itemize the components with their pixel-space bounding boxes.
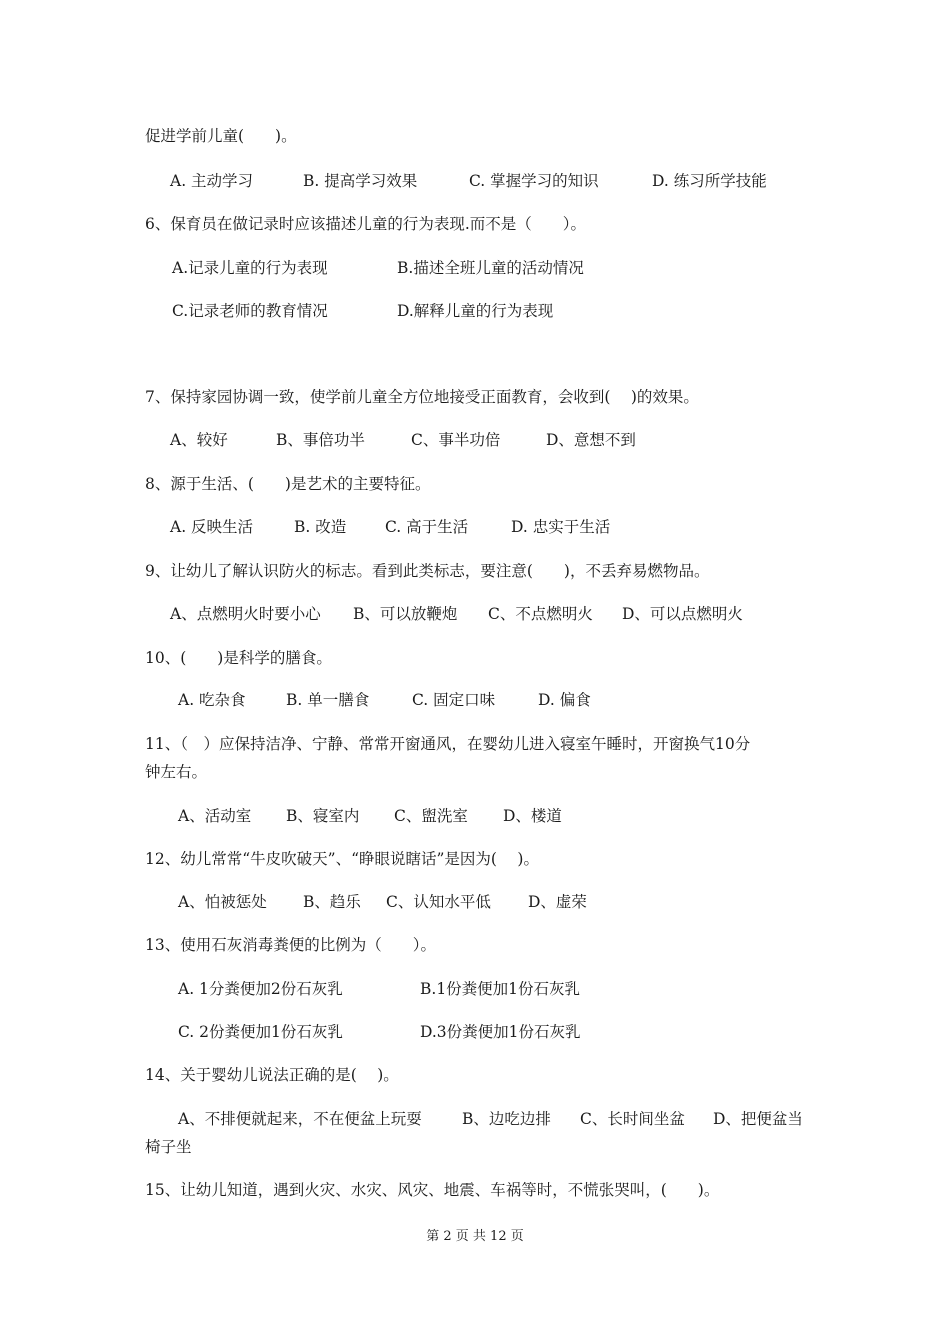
option-a: A. 主动学习 [170, 172, 254, 190]
option-d: D、虚荣 [528, 893, 587, 911]
option-c: C. 掌握学习的知识 [469, 172, 599, 190]
option-c: C、事半功倍 [411, 431, 501, 449]
option-b: B、寝室内 [286, 807, 360, 825]
question-6: 6、保育员在做记录时应该描述儿童的行为表现.而不是（ ）。 [145, 215, 587, 233]
page-footer: 第 2 页 共 12 页 [426, 1229, 524, 1244]
question-15: 15、让幼儿知道，遇到火灾、水灾、风灾、地震、车祸等时，不慌张哭叫，( )。 [145, 1181, 720, 1199]
option-d: D、可以点燃明火 [622, 605, 743, 623]
option-b: B、事倍功半 [276, 431, 365, 449]
option-c: C. 高于生活 [385, 518, 469, 536]
option-c: C、盥洗室 [394, 807, 468, 825]
option-c: C.记录老师的教育情况 [172, 302, 328, 320]
option-d: D、意想不到 [546, 431, 636, 449]
option-a: A.记录儿童的行为表现 [172, 259, 328, 277]
option-b: B.描述全班儿童的活动情况 [397, 259, 584, 277]
question-14-continuation: 椅子坐 [145, 1138, 192, 1156]
option-b: B、边吃边排 [462, 1110, 551, 1128]
option-a: A. 吃杂食 [178, 691, 246, 709]
option-c: C、长时间坐盆 [580, 1110, 685, 1128]
option-b: B、趋乐 [303, 893, 361, 911]
question-8: 8、源于生活、( )是艺术的主要特征。 [145, 475, 431, 493]
option-b: B. 改造 [294, 518, 347, 536]
question-continuation: 促进学前儿童( )。 [145, 127, 297, 145]
option-c: C、认知水平低 [386, 893, 491, 911]
option-a: A、怕被惩处 [178, 893, 267, 911]
option-a: A、不排便就起来，不在便盆上玩耍 [178, 1110, 422, 1128]
option-b: B. 单一膳食 [286, 691, 370, 709]
option-b: B、可以放鞭炮 [353, 605, 458, 623]
option-a: A、较好 [170, 431, 228, 449]
question-9: 9、让幼儿了解认识防火的标志。看到此类标志，要注意( )，不丢弃易燃物品。 [145, 562, 710, 580]
option-d: D. 忠实于生活 [511, 518, 611, 536]
option-c: C. 固定口味 [412, 691, 496, 709]
option-d: D.3份粪便加1份石灰乳 [420, 1023, 581, 1041]
option-a: A、点燃明火时要小心 [170, 605, 321, 623]
question-7: 7、保持家园协调一致，使学前儿童全方位地接受正面教育，会收到( )的效果。 [145, 388, 699, 406]
option-c: C、不点燃明火 [488, 605, 593, 623]
option-a: A. 反映生活 [170, 518, 254, 536]
option-b: B.1份粪便加1份石灰乳 [420, 980, 581, 998]
option-d: D、把便盆当 [713, 1110, 803, 1128]
question-12: 12、幼儿常常“牛皮吹破天”、“睁眼说瞎话”是因为( )。 [145, 850, 539, 868]
option-d: D.解释儿童的行为表现 [397, 302, 554, 320]
option-d: D. 练习所学技能 [652, 172, 767, 190]
option-b: B. 提高学习效果 [303, 172, 418, 190]
option-a: A. 1分粪便加2份石灰乳 [178, 980, 343, 998]
option-a: A、活动室 [178, 807, 252, 825]
question-11-continuation: 钟左右。 [145, 763, 208, 781]
question-14: 14、关于婴幼儿说法正确的是( )。 [145, 1066, 399, 1084]
option-d: D. 偏食 [538, 691, 591, 709]
option-c: C. 2份粪便加1份石灰乳 [178, 1023, 343, 1041]
option-d: D、楼道 [503, 807, 562, 825]
question-10: 10、( )是科学的膳食。 [145, 649, 332, 667]
question-11: 11、（ ）应保持洁净、宁静、常常开窗通风，在婴幼儿进入寝室午睡时，开窗换气10分 [145, 735, 751, 753]
question-13: 13、使用石灰消毒粪便的比例为（ ）。 [145, 936, 436, 954]
